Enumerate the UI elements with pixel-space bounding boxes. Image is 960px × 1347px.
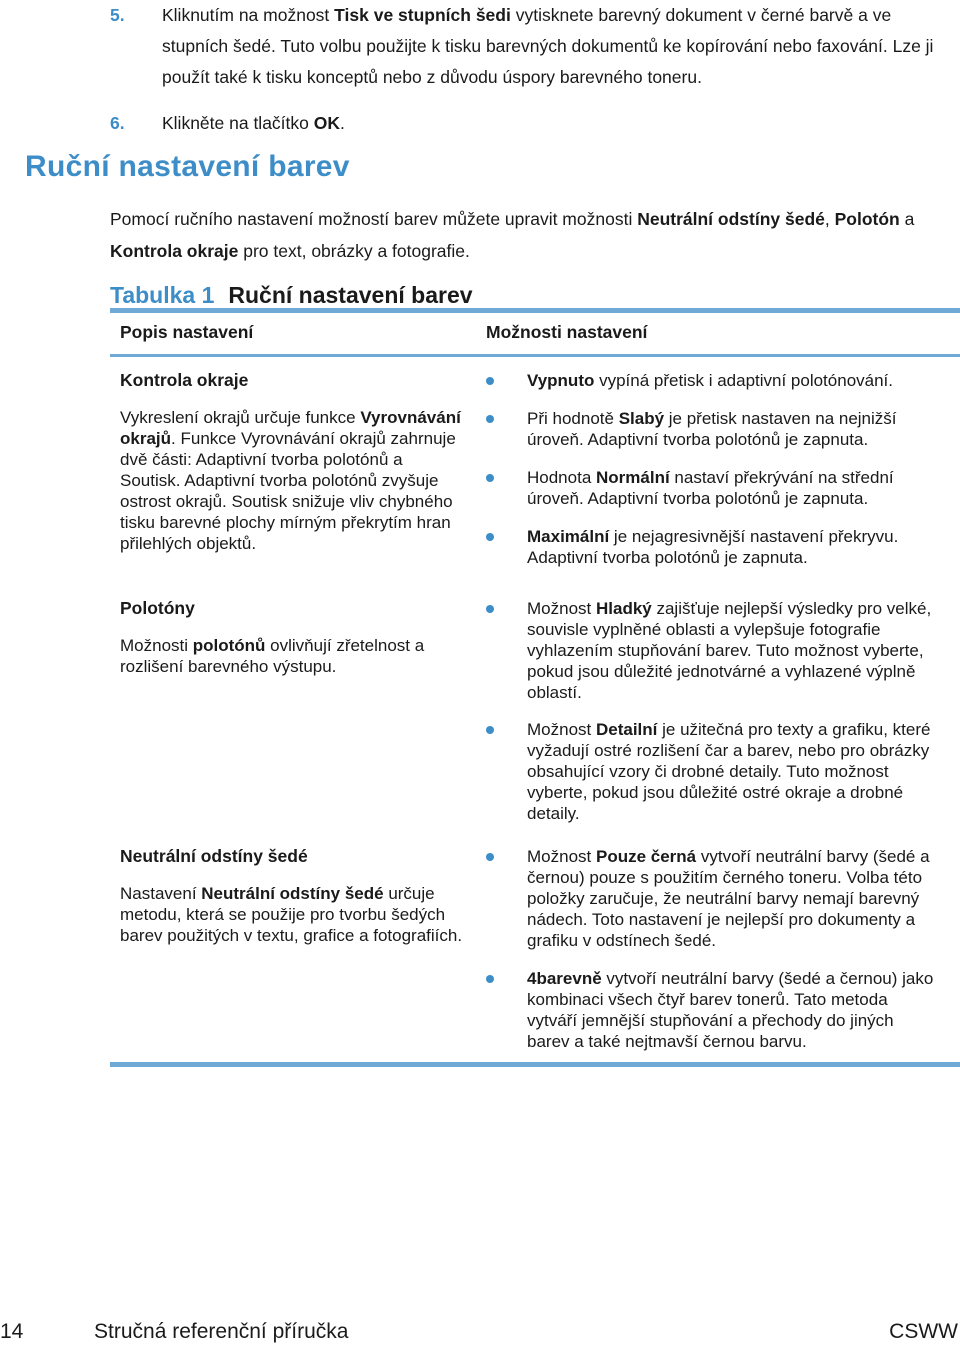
table-caption-title: Ruční nastavení barev <box>228 282 473 308</box>
bullet-icon <box>486 975 494 983</box>
bullet-icon <box>486 726 494 734</box>
step-bold: Tisk ve stupních šedi <box>334 5 511 25</box>
step-number: 5. <box>110 5 125 25</box>
list-item: 4barevně vytvoří neutrální barvy (šedé a černou) jako kombinaci všech čtyř barev tonerů. Tato metoda vytváří jemnější stupňování a přechody do jiných barev a také nejtmavší černou barvu. <box>486 968 936 1052</box>
bullet-icon <box>486 415 494 423</box>
step-6 <box>110 108 950 139</box>
list-item: Při hodnotě Slabý je přetisk nastaven na nejnižší úroveň. Adaptivní tvorba polotónů je zapnuta. <box>486 408 936 450</box>
table-caption-label: Tabulka 1 <box>110 282 215 308</box>
step-5 <box>110 0 950 93</box>
table-caption <box>110 282 473 309</box>
list-item: Možnost Hladký zajišťuje nejlepší výsledky pro velké, souvisle vyplněné oblasti a vylepšuje fotografie vyhlazením stupňování barev. Tuto možnost vyberte, pokud jsou důležité jednotvárné a vyhlazené výplně oblastí. <box>486 598 936 703</box>
list-item: Vypnuto vypíná přetisk i adaptivní polotónování. <box>486 370 936 391</box>
table-header-rule <box>110 354 960 357</box>
page-number: 14 <box>0 1320 24 1343</box>
step-text: Kliknutím na možnost <box>162 5 335 25</box>
row-title: Neutrální odstíny šedé <box>120 846 308 866</box>
bullet-icon <box>486 853 494 861</box>
list-item: Možnost Pouze černá vytvoří neutrální barvy (šedé a černou) pouze s použitím černého toneru. Volba této položky zaručuje, že neutrální barvy nemají barevný nádech. Toto nastavení je nejlepší pro dokumenty a grafiku v odstínech šedé. <box>486 846 936 951</box>
list-item: Možnost Detailní je užitečná pro texty a grafiku, které vyžadují ostré rozlišení čar a barev, nebo pro obrázky obsahující vzory či drobné detaily. Tuto možnost vyberte, pokud jsou důležité ostré okraje a drobné detaily. <box>486 719 936 824</box>
step-bold: OK <box>313 113 340 133</box>
footer-title: Stručná referenční příručka <box>94 1320 349 1343</box>
bullet-icon <box>486 474 494 482</box>
row-title: Polotóny <box>120 598 195 618</box>
table-bottom-rule <box>110 1062 960 1067</box>
bullet-icon <box>486 605 494 613</box>
table-row-description <box>120 370 465 554</box>
footer-code: CSWW <box>889 1320 958 1343</box>
table-row-description <box>120 598 465 677</box>
column-header-options: Možnosti nastavení <box>486 322 648 342</box>
intro-paragraph: Pomocí ručního nastavení možností barev můžete upravit možnosti Neutrální odstíny šedé, Polotón a Kontrola okraje pro text, obrázky a fotografie. <box>110 209 915 261</box>
list-item: Hodnota Normální nastaví překrývání na střední úroveň. Adaptivní tvorba polotónů je zapnuta. <box>486 467 936 509</box>
step-text: . <box>340 113 345 133</box>
row-description: Možnosti polotónů ovlivňují zřetelnost a rozlišení barevného výstupu. <box>120 636 425 676</box>
bullet-icon <box>486 533 494 541</box>
list-item: Maximální je nejagresivnější nastavení překryvu. Adaptivní tvorba polotónů je zapnuta. <box>486 526 936 568</box>
step-number: 6. <box>110 113 125 133</box>
table-row-description <box>120 846 465 946</box>
row-title: Kontrola okraje <box>120 370 249 390</box>
row-description: Nastavení Neutrální odstíny šedé určuje metodu, která se použije pro tvorbu šedých barev použitých v textu, grafice a fotografiích. <box>120 884 463 945</box>
step-text: Klikněte na tlačítko <box>162 113 314 133</box>
section-title: Ruční nastavení barev <box>25 150 350 183</box>
step-text: vytisknete barevný dokument v černé barvě a ve stupních šedé. Tuto volbu použijte k tisku barevných dokumentů ke kopírování nebo faxování. Lze ji použít také k tisku konceptů nebo z důvodu úspory barevného toneru. <box>162 5 934 87</box>
row-description: Vykreslení okrajů určuje funkce Vyrovnávání okrajů. Funkce Vyrovnávání okrajů zahrnuje dvě části: Adaptivní tvorba polotónů a Soutisk. Adaptivní tvorba polotónů zvyšuje ostrost okrajů. Soutisk snižuje vliv chybného tisku barevné plochy mírným překrytím hran přilehlých objektů. <box>120 408 461 553</box>
column-header-description: Popis nastavení <box>120 322 254 342</box>
table-top-rule <box>110 308 960 313</box>
bullet-icon <box>486 377 494 385</box>
